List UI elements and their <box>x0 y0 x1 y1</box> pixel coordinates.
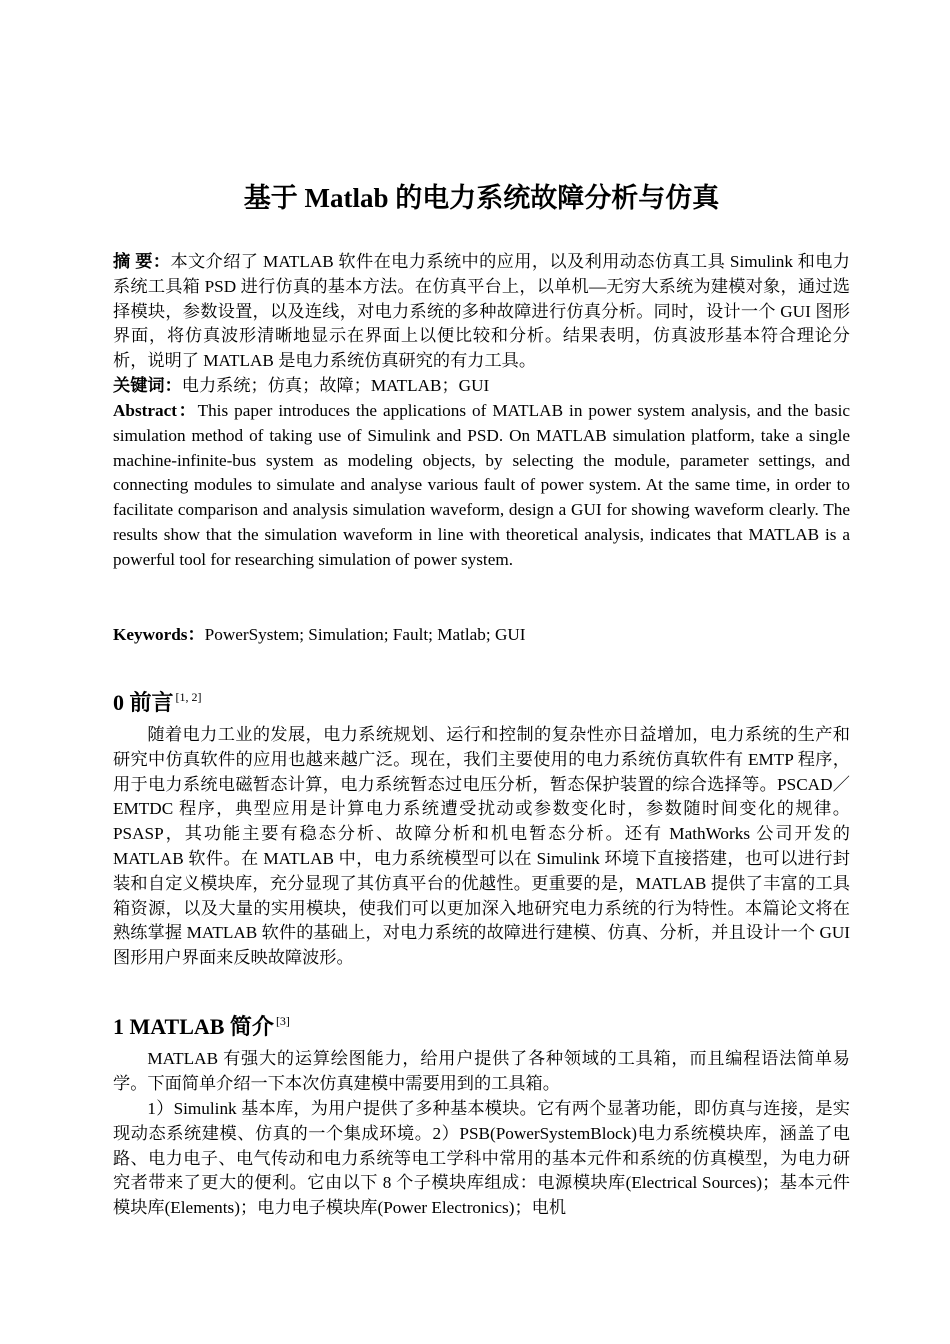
abstract-cn-text: 本文介绍了 MATLAB 软件在电力系统中的应用，以及利用动态仿真工具 Simulink 和电力系统工具箱 PSD 进行仿真的基本方法。在仿真平台上，以单机—无穷大系统为建模对象，通过选择模块，参数设置，以及连线，对电力系统的多种故障进行仿真分析。同时，设计一个 GUI 图形界面，将仿真波形清晰地显示在界面上以便比较和分析。结果表明，仿真波形基本符合理论分析，说明了 MATLAB 是电力系统仿真研究的有力工具。 <box>113 252 850 371</box>
abstract-en-label: Abstract： <box>113 401 198 420</box>
section-1-citation: [3] <box>275 1014 290 1028</box>
abstract-cn <box>113 250 850 374</box>
paper-title: 基于 Matlab 的电力系统故障分析与仿真 <box>243 183 720 213</box>
keywords-en <box>113 623 850 648</box>
keywords-cn <box>113 374 850 399</box>
abstract-en-text: This paper introduces the applications of MATLAB in power system analysis, and the basic simulation method of taking use of Simulink and PSD. On MATLAB simulation platform, take a single machine-infinite-bus system as modeling objects, by selecting the module, parameter settings, and connecting modules to simulate and analyse various fault of power system. At the same time, in order to facilitate comparison and analysis simulation waveform, design a GUI for showing waveform clearly. The results show that the simulation waveform in line with theoretical analysis, indicates that MATLAB is a powerful tool for researching simulation of power system. <box>113 401 850 569</box>
abstract-cn-label: 摘 要： <box>113 252 171 271</box>
keywords-cn-text: 电力系统；仿真；故障；MATLAB；GUI <box>181 376 490 395</box>
section-0-citation: [1, 2] <box>175 690 202 704</box>
keywords-cn-label: 关键词： <box>113 376 182 395</box>
keywords-en-text: PowerSystem; Simulation; Fault; Matlab; GUI <box>204 625 526 644</box>
section-1-heading <box>113 1006 290 1042</box>
abstract-en <box>113 399 850 573</box>
section-1-paragraph-2: 1）Simulink 基本库，为用户提供了多种基本模块。它有两个显著功能，即仿真与连接，是实现动态系统建模、仿真的一个集成环境。2）PSB(PowerSystemBlock)电力系统模块库，涵盖了电路、电力电子、电气传动和电力系统等电工学科中常用的基本元件和系统的仿真模型，为电力研究者带来了更大的便利。它由以下 8 个子模块库组成：电源模块库(Electrical Sources)；基本元件模块库(Elements)；电力电子模块库(Power Electronics)；电机 <box>113 1099 850 1218</box>
section-0-title: 0 前言 <box>113 690 174 715</box>
section-0-heading <box>113 682 202 718</box>
keywords-en-label: Keywords： <box>113 625 205 644</box>
section-1-paragraph-1: MATLAB 有强大的运算绘图能力，给用户提供了各种领域的工具箱，而且编程语法简单易学。下面简单介绍一下本次仿真建模中需要用到的工具箱。 <box>113 1049 850 1093</box>
section-1-title: 1 MATLAB 简介 <box>113 1014 274 1039</box>
section-0-body: 随着电力工业的发展，电力系统规划、运行和控制的复杂性亦日益增加，电力系统的生产和研究中仿真软件的应用也越来越广泛。现在，我们主要使用的电力系统仿真软件有 EMTP 程序，用于电力系统电磁暂态计算，电力系统暂态过电压分析，暂态保护装置的综合选择等。PSCAD／EMTDC 程序，典型应用是计算电力系统遭受扰动或参数变化时，参数随时间变化的规律。PSASP，其功能主要有稳态分析、故障分析和机电暂态分析。还有 MathWorks 公司开发的 MATLAB 软件。在 MATLAB 中，电力系统模型可以在 Simulink 环境下直接搭建，也可以进行封装和自定义模块库，充分显现了其仿真平台的优越性。更重要的是，MATLAB 提供了丰富的工具箱资源，以及大量的实用模块，使我们可以更加深入地研究电力系统的行为特性。本篇论文将在熟练掌握 MATLAB 软件的基础上，对电力系统的故障进行建模、仿真、分析，并且设计一个 GUI 图形用户界面来反映故障波形。 <box>113 725 850 968</box>
